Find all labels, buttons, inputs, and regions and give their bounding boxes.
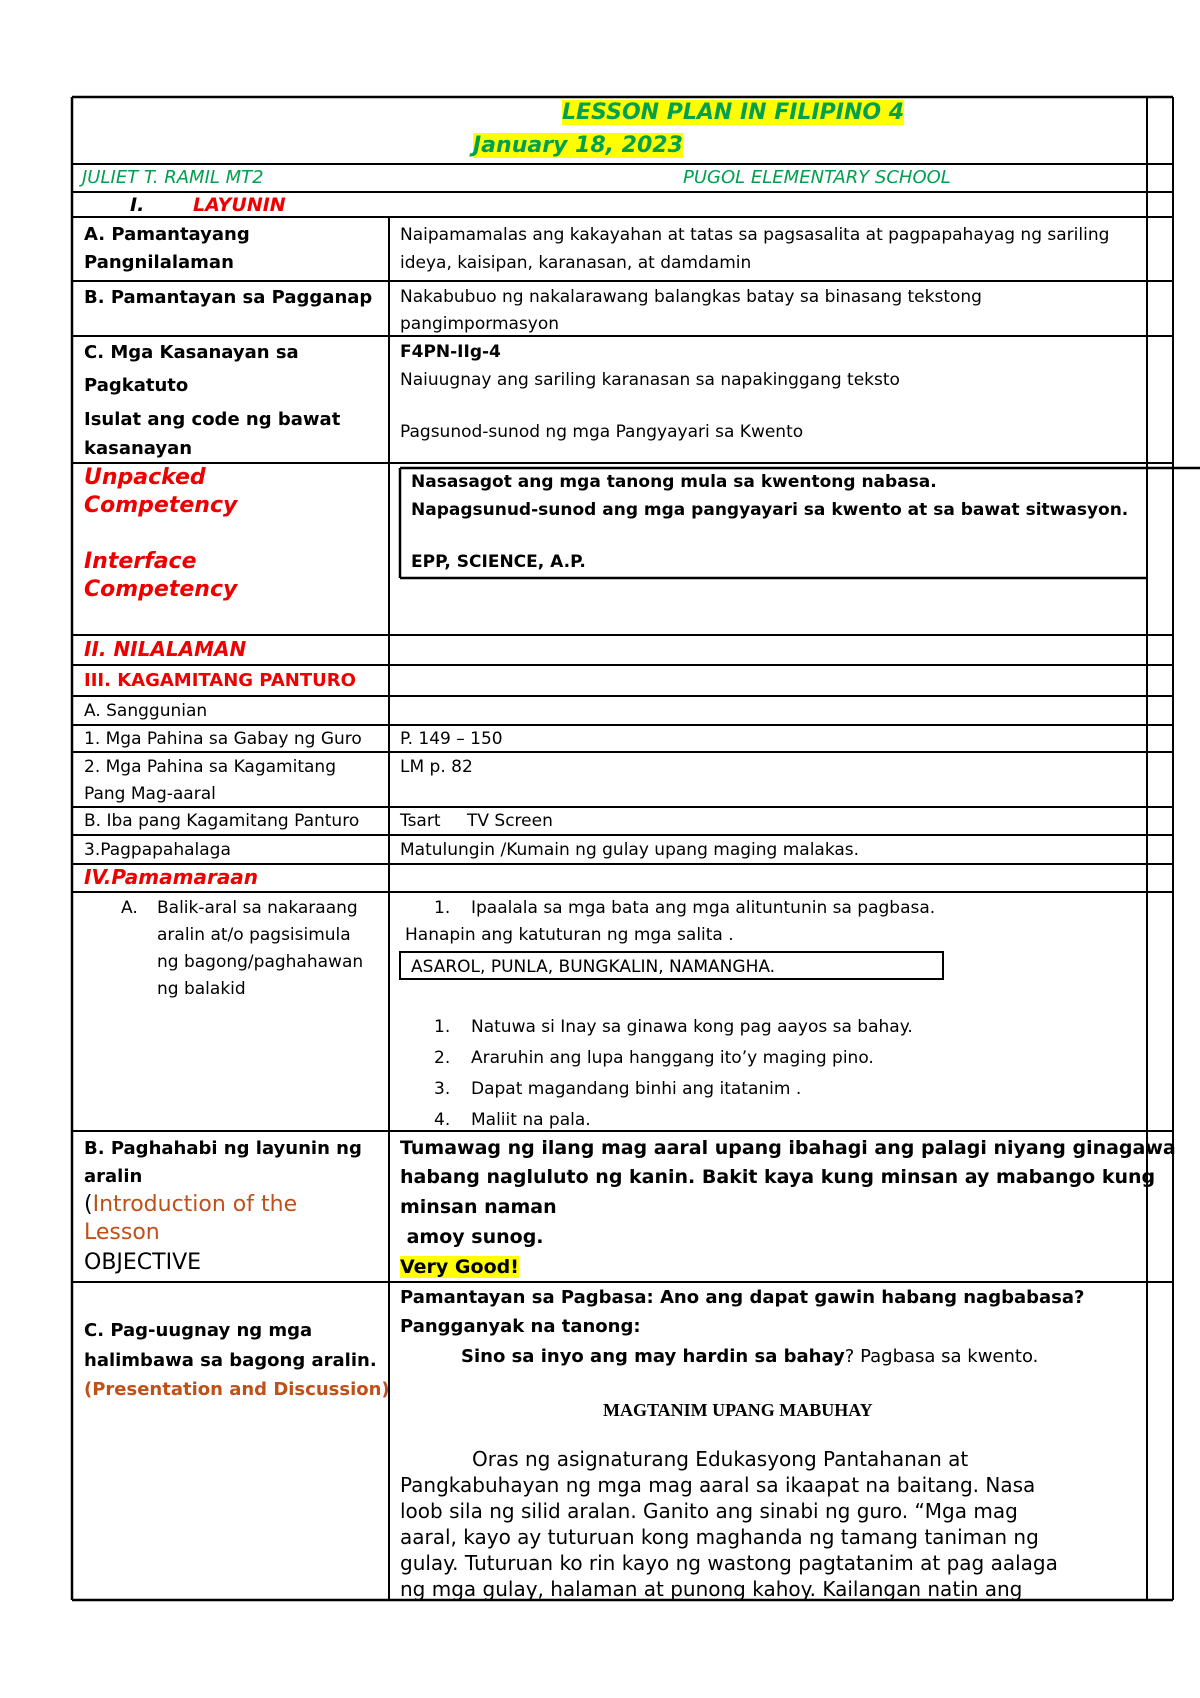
section-2-title: II. NILALAMAN: [84, 637, 247, 661]
row-c-label-1: C. Mga Kasanayan sa: [84, 342, 299, 363]
row-a-value-1: Naipamamalas ang kakayahan at tatas sa pagsasalita at pagpapahayag ng sariling: [400, 225, 1110, 245]
paghahabi-label-2: aralin: [84, 1166, 143, 1187]
list-item: Maliit na pala.: [471, 1110, 591, 1130]
page-title: LESSON PLAN IN FILIPINO 4: [562, 100, 905, 125]
sanggunian-label: A. Sanggunian: [84, 701, 208, 721]
iba-label: B. Iba pang Kagamitang Panturo: [84, 811, 360, 831]
pagpapahalaga-value: Matulungin /Kumain ng gulay upang maging malakas.: [400, 840, 860, 860]
story-line: loob sila ng silid aralan. Ganito ang sinabi ng guro. “Mga mag: [400, 1499, 1018, 1523]
kagamitan-label-1: 2. Mga Pahina sa Kagamitang: [84, 757, 336, 777]
row-c-label-4: kasanayan: [84, 438, 193, 459]
balik-label-1: Balik-aral sa nakaraang: [157, 898, 358, 918]
row-b-label: B. Pamantayan sa Pagganap: [84, 287, 373, 308]
balik-letter: A.: [121, 898, 138, 918]
pagpapahalaga-label: 3.Pagpapahalaga: [84, 840, 231, 860]
paghahabi-value-2: habang nagluluto ng kanin. Bakit kaya kung minsan ay mabango kung: [400, 1166, 1156, 1188]
row-c-value-2: Pagsunod-sunod ng mga Pangyayari sa Kwento: [400, 422, 804, 442]
paguugnay-label-3: (Presentation and Discussion): [84, 1379, 390, 1400]
interface-label-2: Competency: [84, 577, 238, 602]
list-item: Dapat magandang binhi ang itatanim .: [471, 1079, 802, 1099]
list-item-number: 1.: [434, 1017, 451, 1037]
unpacked-box-line-2: Napagsunud-sunod ang mga pangyayari sa kwento at sa bawat sitwasyon.: [411, 500, 1129, 520]
paghahabi-value-3: minsan naman: [400, 1196, 557, 1218]
hanapin-instruction: Hanapin ang katuturan ng mga salita .: [405, 925, 734, 945]
list-item-number: 3.: [434, 1079, 451, 1099]
school-name: PUGOL ELEMENTARY SCHOOL: [683, 167, 951, 188]
unpacked-label-2: Competency: [84, 493, 238, 518]
teacher-name: JULIET T. RAMIL MT2: [82, 167, 264, 188]
story-line: Pangkabuhayan ng mga mag aaral sa ikaapat na baitang. Nasa: [400, 1473, 1036, 1497]
section-1-title: LAYUNIN: [193, 194, 286, 216]
iba-value-1: Tsart: [400, 811, 441, 831]
paguugnay-label-2: halimbawa sa bagong aralin.: [84, 1350, 377, 1371]
story-line: ng mga gulay, halaman at punong kahoy. Kailangan natin ang: [400, 1577, 1023, 1601]
row-c-label-2: Pagkatuto: [84, 375, 189, 396]
balik-label-3: ng bagong/paghahawan: [157, 952, 364, 972]
interface-subjects: EPP, SCIENCE, A.P.: [411, 552, 586, 572]
paghahabi-label-3: (Introduction of the: [84, 1192, 298, 1217]
story-line: Oras ng asignaturang Edukasyong Pantahanan at: [472, 1447, 969, 1471]
paghahabi-value-1: Tumawag ng ilang mag aaral upang ibahagi ang palagi niyang ginagawa: [400, 1137, 1176, 1159]
gabay-label: 1. Mga Pahina sa Gabay ng Guro: [84, 729, 362, 749]
paghahabi-label-4: Lesson: [84, 1220, 160, 1245]
balik-label-4: ng balakid: [157, 979, 246, 999]
balik-item-1-number: 1.: [434, 898, 451, 918]
iba-value-2: TV Screen: [467, 811, 553, 831]
paguugnay-question-end: ? Pagbasa sa kwento.: [844, 1346, 1039, 1367]
list-item: Araruhin ang lupa hanggang ito’y maging pino.: [471, 1048, 874, 1068]
paghahabi-label-1: B. Paghahabi ng layunin ng: [84, 1138, 362, 1159]
row-a-label-2: Pangnilalaman: [84, 252, 234, 273]
gabay-value: P. 149 – 150: [400, 729, 503, 749]
lesson-date: January 18, 2023: [473, 133, 683, 158]
vocabulary-words: ASAROL, PUNLA, BUNGKALIN, NAMANGHA.: [411, 957, 776, 977]
paghahabi-label-5: OBJECTIVE: [84, 1250, 202, 1275]
unpacked-label-1: Unpacked: [84, 465, 206, 490]
list-item-number: 2.: [434, 1048, 451, 1068]
list-item: Natuwa si Inay sa ginawa kong pag aayos sa bahay.: [471, 1017, 913, 1037]
balik-label-2: aralin at/o pagsisimula: [157, 925, 351, 945]
competency-code: F4PN-IIg-4: [400, 342, 501, 362]
story-line: aaral, kayo ay tuturuan kong maghanda ng tamang taniman ng: [400, 1525, 1039, 1549]
balik-item-1: Ipaalala sa mga bata ang mga alituntunin sa pagbasa.: [471, 898, 936, 918]
story-line: gulay. Tuturuan ko rin kayo ng wastong pagtatanim at pag aalaga: [400, 1551, 1058, 1575]
paguugnay-line-1: Pamantayan sa Pagbasa: Ano ang dapat gawin habang nagbabasa?: [400, 1287, 1085, 1308]
row-b-value-2: pangimpormasyon: [400, 314, 560, 334]
row-a-value-2: ideya, kaisipan, karanasan, at damdamin: [400, 253, 752, 273]
paghahabi-value-4: amoy sunog.: [400, 1226, 544, 1248]
praise-text: Very Good!: [400, 1256, 519, 1278]
section-3-title: III. KAGAMITANG PANTURO: [84, 670, 356, 691]
paguugnay-label-1: C. Pag-uugnay ng mga: [84, 1320, 313, 1341]
story-title: MAGTANIM UPANG MABUHAY: [603, 1400, 873, 1420]
interface-label-1: Interface: [84, 549, 197, 574]
unpacked-box-line-1: Nasasagot ang mga tanong mula sa kwentong nabasa.: [411, 472, 937, 492]
row-c-label-3: Isulat ang code ng bawat: [84, 409, 341, 430]
section-1-number: I.: [130, 194, 145, 216]
section-4-title: IV.Pamamaraan: [84, 865, 259, 889]
kagamitan-label-2: Pang Mag-aaral: [84, 784, 216, 804]
paguugnay-line-2: Pangganyak na tanong:: [400, 1316, 641, 1337]
row-c-value-1: Naiuugnay ang sariling karanasan sa napakinggang teksto: [400, 370, 900, 390]
kagamitan-value: LM p. 82: [400, 757, 473, 777]
row-b-value-1: Nakabubuo ng nakalarawang balangkas batay sa binasang tekstong: [400, 287, 982, 307]
row-a-label-1: A. Pamantayang: [84, 224, 250, 245]
list-item-number: 4.: [434, 1110, 451, 1130]
paguugnay-question: Sino sa inyo ang may hardin sa bahay: [461, 1346, 845, 1367]
